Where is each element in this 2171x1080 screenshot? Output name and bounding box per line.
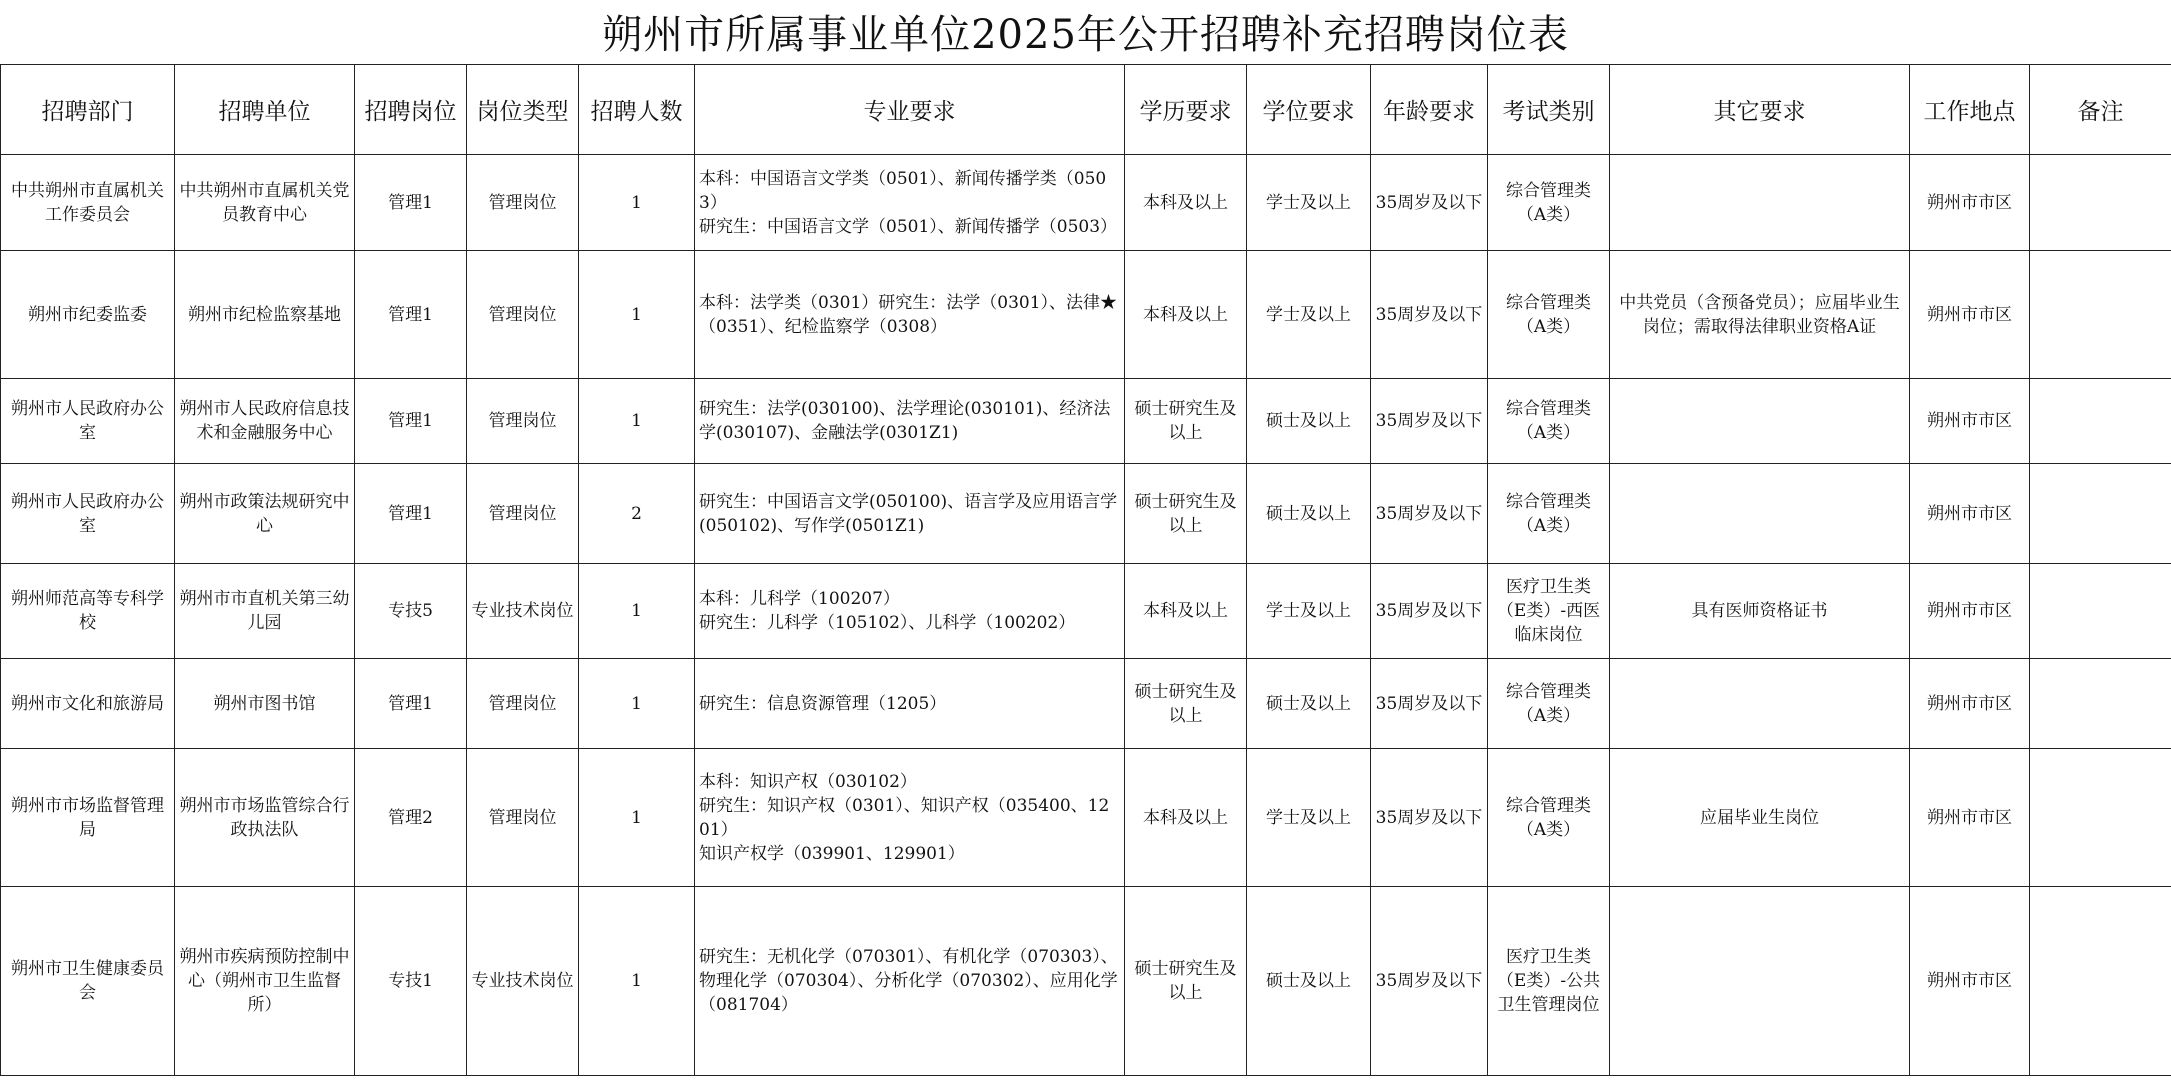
education-cell: 硕士研究生及以上 <box>1125 464 1247 564</box>
other-requirements-cell <box>1610 379 1910 464</box>
location-cell: 朔州市市区 <box>1910 155 2030 251</box>
age-cell: 35周岁及以下 <box>1371 749 1488 887</box>
count-cell: 2 <box>579 464 695 564</box>
col-header: 招聘岗位 <box>355 65 467 155</box>
other-requirements-cell <box>1610 887 1910 1076</box>
location-cell: 朔州市市区 <box>1910 659 2030 749</box>
degree-cell: 学士及以上 <box>1247 251 1371 379</box>
major-line: 研究生：无机化学（070301）、有机化学（070303）、物理化学（070304）、分析化学（070302）、应用化学（081704） <box>699 947 1118 1015</box>
note-cell <box>2030 659 2171 749</box>
location-cell: 朔州市市区 <box>1910 887 2030 1076</box>
location-cell: 朔州市市区 <box>1910 251 2030 379</box>
dept-cell: 朔州市纪委监委 <box>1 251 175 379</box>
degree-cell: 硕士及以上 <box>1247 379 1371 464</box>
table-row <box>1 251 2171 379</box>
other-requirements-cell <box>1610 659 1910 749</box>
dept-cell: 朔州市市场监督管理局 <box>1 749 175 887</box>
unit-cell: 朔州市政策法规研究中心 <box>175 464 355 564</box>
major-cell <box>695 379 1125 464</box>
location-cell: 朔州市市区 <box>1910 749 2030 887</box>
age-cell: 35周岁及以下 <box>1371 887 1488 1076</box>
degree-cell: 硕士及以上 <box>1247 887 1371 1076</box>
table-row <box>1 564 2171 659</box>
major-line: 知识产权学（039901、129901） <box>699 843 965 864</box>
exam-cell: 综合管理类（A类） <box>1488 464 1610 564</box>
col-header: 工作地点 <box>1910 65 2030 155</box>
post-cell: 管理1 <box>355 464 467 564</box>
education-cell: 本科及以上 <box>1125 251 1247 379</box>
table-row <box>1 659 2171 749</box>
age-cell: 35周岁及以下 <box>1371 659 1488 749</box>
note-cell <box>2030 464 2171 564</box>
col-header: 备注 <box>2030 65 2171 155</box>
table-row <box>1 155 2171 251</box>
sheet-title: 朔州市所属事业单位2025年公开招聘补充招聘岗位表 <box>602 12 1569 58</box>
other-requirements-cell <box>1610 155 1910 251</box>
exam-cell: 综合管理类（A类） <box>1488 251 1610 379</box>
age-cell: 35周岁及以下 <box>1371 379 1488 464</box>
education-cell: 硕士研究生及以上 <box>1125 379 1247 464</box>
count-cell: 1 <box>579 379 695 464</box>
other-requirements-cell: 具有医师资格证书 <box>1610 564 1910 659</box>
col-header: 其它要求 <box>1610 65 1910 155</box>
note-cell <box>2030 564 2171 659</box>
other-requirements-cell: 应届毕业生岗位 <box>1610 749 1910 887</box>
type-cell: 管理岗位 <box>467 464 579 564</box>
major-line: 本科：法学类（0301）研究生：法学（0301）、法律★（0351）、纪检监察学（0308） <box>699 292 1118 337</box>
note-cell <box>2030 251 2171 379</box>
dept-cell: 朔州市卫生健康委员会 <box>1 887 175 1076</box>
post-cell: 管理1 <box>355 659 467 749</box>
table-row <box>1 749 2171 887</box>
unit-cell: 朔州市疾病预防控制中心（朔州市卫生监督所） <box>175 887 355 1076</box>
type-cell: 管理岗位 <box>467 659 579 749</box>
major-line: 研究生：法学(030100)、法学理论(030101)、经济法学(030107)、金融法学(0301Z1) <box>699 399 1111 443</box>
education-cell: 硕士研究生及以上 <box>1125 887 1247 1076</box>
unit-cell: 朔州市市场监管综合行政执法队 <box>175 749 355 887</box>
other-requirements-cell: 中共党员（含预备党员）；应届毕业生岗位；需取得法律职业资格A证 <box>1610 251 1910 379</box>
exam-cell: 医疗卫生类（E类）-西医临床岗位 <box>1488 564 1610 659</box>
location-cell: 朔州市市区 <box>1910 464 2030 564</box>
exam-cell: 医疗卫生类（E类）-公共卫生管理岗位 <box>1488 887 1610 1076</box>
col-header: 招聘人数 <box>579 65 695 155</box>
note-cell <box>2030 887 2171 1076</box>
note-cell <box>2030 379 2171 464</box>
unit-cell: 朔州市人民政府信息技术和金融服务中心 <box>175 379 355 464</box>
count-cell: 1 <box>579 564 695 659</box>
col-header: 招聘单位 <box>175 65 355 155</box>
dept-cell: 朔州师范高等专科学校 <box>1 564 175 659</box>
major-line: 研究生：儿科学（105102）、儿科学（100202） <box>699 613 1076 633</box>
education-cell: 本科及以上 <box>1125 564 1247 659</box>
col-header: 年龄要求 <box>1371 65 1488 155</box>
exam-cell: 综合管理类（A类） <box>1488 155 1610 251</box>
education-cell: 本科及以上 <box>1125 749 1247 887</box>
other-requirements-cell <box>1610 464 1910 564</box>
unit-cell: 朔州市纪检监察基地 <box>175 251 355 379</box>
degree-cell: 学士及以上 <box>1247 749 1371 887</box>
major-line: 本科：知识产权（030102） <box>699 771 917 792</box>
header-row <box>1 65 2171 155</box>
age-cell: 35周岁及以下 <box>1371 564 1488 659</box>
table-row <box>1 464 2171 564</box>
type-cell: 管理岗位 <box>467 155 579 251</box>
major-line: 研究生：中国语言文学(050100)、语言学及应用语言学(050102)、写作学(0501Z1) <box>699 491 1118 536</box>
exam-cell: 综合管理类（A类） <box>1488 379 1610 464</box>
education-cell: 本科及以上 <box>1125 155 1247 251</box>
table-row <box>1 379 2171 464</box>
degree-cell: 硕士及以上 <box>1247 659 1371 749</box>
major-cell <box>695 251 1125 379</box>
count-cell: 1 <box>579 749 695 887</box>
count-cell: 1 <box>579 155 695 251</box>
dept-cell: 中共朔州市直属机关工作委员会 <box>1 155 175 251</box>
major-line: 研究生：知识产权（0301）、知识产权（035400、1201） <box>699 795 1110 840</box>
post-cell: 管理1 <box>355 155 467 251</box>
col-header: 学历要求 <box>1125 65 1247 155</box>
count-cell: 1 <box>579 659 695 749</box>
dept-cell: 朔州市人民政府办公室 <box>1 464 175 564</box>
col-header: 岗位类型 <box>467 65 579 155</box>
note-cell <box>2030 155 2171 251</box>
col-header: 考试类别 <box>1488 65 1610 155</box>
major-line: 研究生：信息资源管理（1205） <box>699 693 947 714</box>
post-cell: 专技5 <box>355 564 467 659</box>
type-cell: 管理岗位 <box>467 379 579 464</box>
dept-cell: 朔州市人民政府办公室 <box>1 379 175 464</box>
type-cell: 专业技术岗位 <box>467 564 579 659</box>
unit-cell: 中共朔州市直属机关党员教育中心 <box>175 155 355 251</box>
exam-cell: 综合管理类（A类） <box>1488 749 1610 887</box>
table-row <box>1 887 2171 1076</box>
major-cell <box>695 887 1125 1076</box>
major-line: 本科：儿科学（100207） <box>699 589 900 609</box>
count-cell: 1 <box>579 251 695 379</box>
exam-cell: 综合管理类（A类） <box>1488 659 1610 749</box>
education-cell: 硕士研究生及以上 <box>1125 659 1247 749</box>
unit-cell: 朔州市图书馆 <box>175 659 355 749</box>
dept-cell: 朔州市文化和旅游局 <box>1 659 175 749</box>
post-cell: 管理1 <box>355 251 467 379</box>
major-cell <box>695 659 1125 749</box>
post-cell: 管理2 <box>355 749 467 887</box>
age-cell: 35周岁及以下 <box>1371 155 1488 251</box>
major-cell <box>695 464 1125 564</box>
degree-cell: 硕士及以上 <box>1247 464 1371 564</box>
type-cell: 专业技术岗位 <box>467 887 579 1076</box>
age-cell: 35周岁及以下 <box>1371 251 1488 379</box>
age-cell: 35周岁及以下 <box>1371 464 1488 564</box>
col-header: 学位要求 <box>1247 65 1371 155</box>
location-cell: 朔州市市区 <box>1910 379 2030 464</box>
unit-cell: 朔州市市直机关第三幼儿园 <box>175 564 355 659</box>
type-cell: 管理岗位 <box>467 251 579 379</box>
major-line: 研究生：中国语言文学（0501）、新闻传播学（0503） <box>699 216 1118 237</box>
positions-table <box>0 64 2171 1076</box>
major-cell <box>695 155 1125 251</box>
degree-cell: 学士及以上 <box>1247 155 1371 251</box>
note-cell <box>2030 749 2171 887</box>
post-cell: 专技1 <box>355 887 467 1076</box>
major-line: 本科：中国语言文学类（0501）、新闻传播学类（0503） <box>699 168 1107 213</box>
col-header: 招聘部门 <box>1 65 175 155</box>
col-header: 专业要求 <box>695 65 1125 155</box>
degree-cell: 学士及以上 <box>1247 564 1371 659</box>
type-cell: 管理岗位 <box>467 749 579 887</box>
major-cell <box>695 564 1125 659</box>
count-cell: 1 <box>579 887 695 1076</box>
location-cell: 朔州市市区 <box>1910 564 2030 659</box>
major-cell <box>695 749 1125 887</box>
post-cell: 管理1 <box>355 379 467 464</box>
